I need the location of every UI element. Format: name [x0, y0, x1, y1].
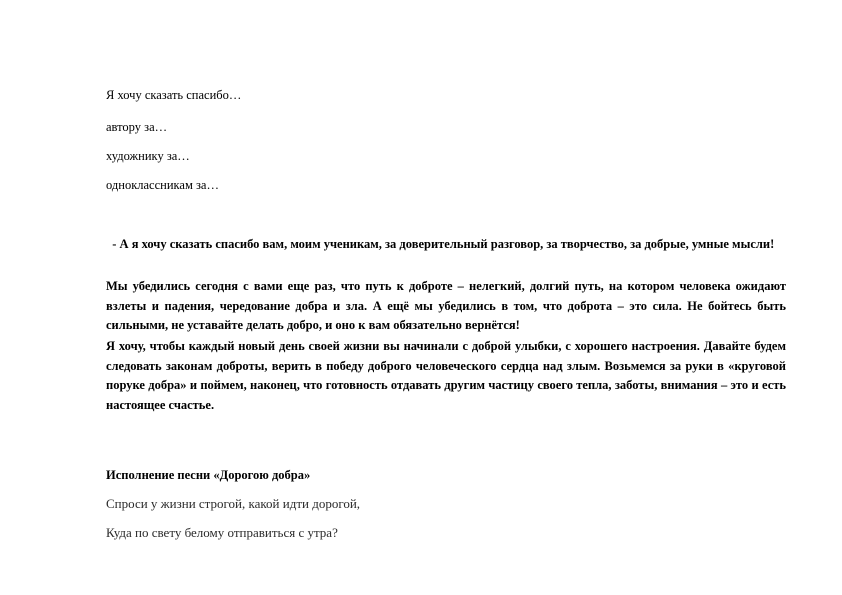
paragraph-wish-happiness: Я хочу, чтобы каждый новый день своей жизни вы начинали с доброй улыбки, с хорошего настроения. Давайте будем следовать законам доброты, верить в победу доброго человеческого сердца над злым. Возьмемся за руки в «круговой поруке добра» и поймем, наконец, что готовность отдавать другим частицу своего тепла, заботы, внимания – это и есть настоящее счастье.: [106, 339, 786, 412]
paragraph-path-to-kindness: Мы убедились сегодня с вами еще раз, что путь к доброте – нелегкий, долгий путь, на котором человека ожидают взлеты и падения, чередование добра и зла. А ещё мы убедились в том, что доброта – это сила. Не бойтесь быть сильными, не уставайте делать добро, и оно к вам обязательно вернётся!: [106, 279, 786, 332]
paragraph-thanks-students: - А я хочу сказать спасибо вам, моим ученикам, за доверительный разговор, за творчество, за добрые, умные мысли!: [106, 237, 775, 251]
song-line-1: Спроси у жизни строгой, какой идти дорогой,: [106, 496, 361, 511]
song-line-2: Куда по свету белому отправиться с утра?: [106, 525, 338, 540]
intro-line-author: автору за…: [106, 120, 168, 134]
intro-line-classmates: одноклассникам за…: [106, 178, 219, 192]
intro-line-artist: художнику за…: [106, 149, 190, 163]
song-heading: Исполнение песни «Дорогою добра»: [106, 468, 311, 482]
intro-line-thanks: Я хочу сказать спасибо…: [106, 88, 242, 102]
